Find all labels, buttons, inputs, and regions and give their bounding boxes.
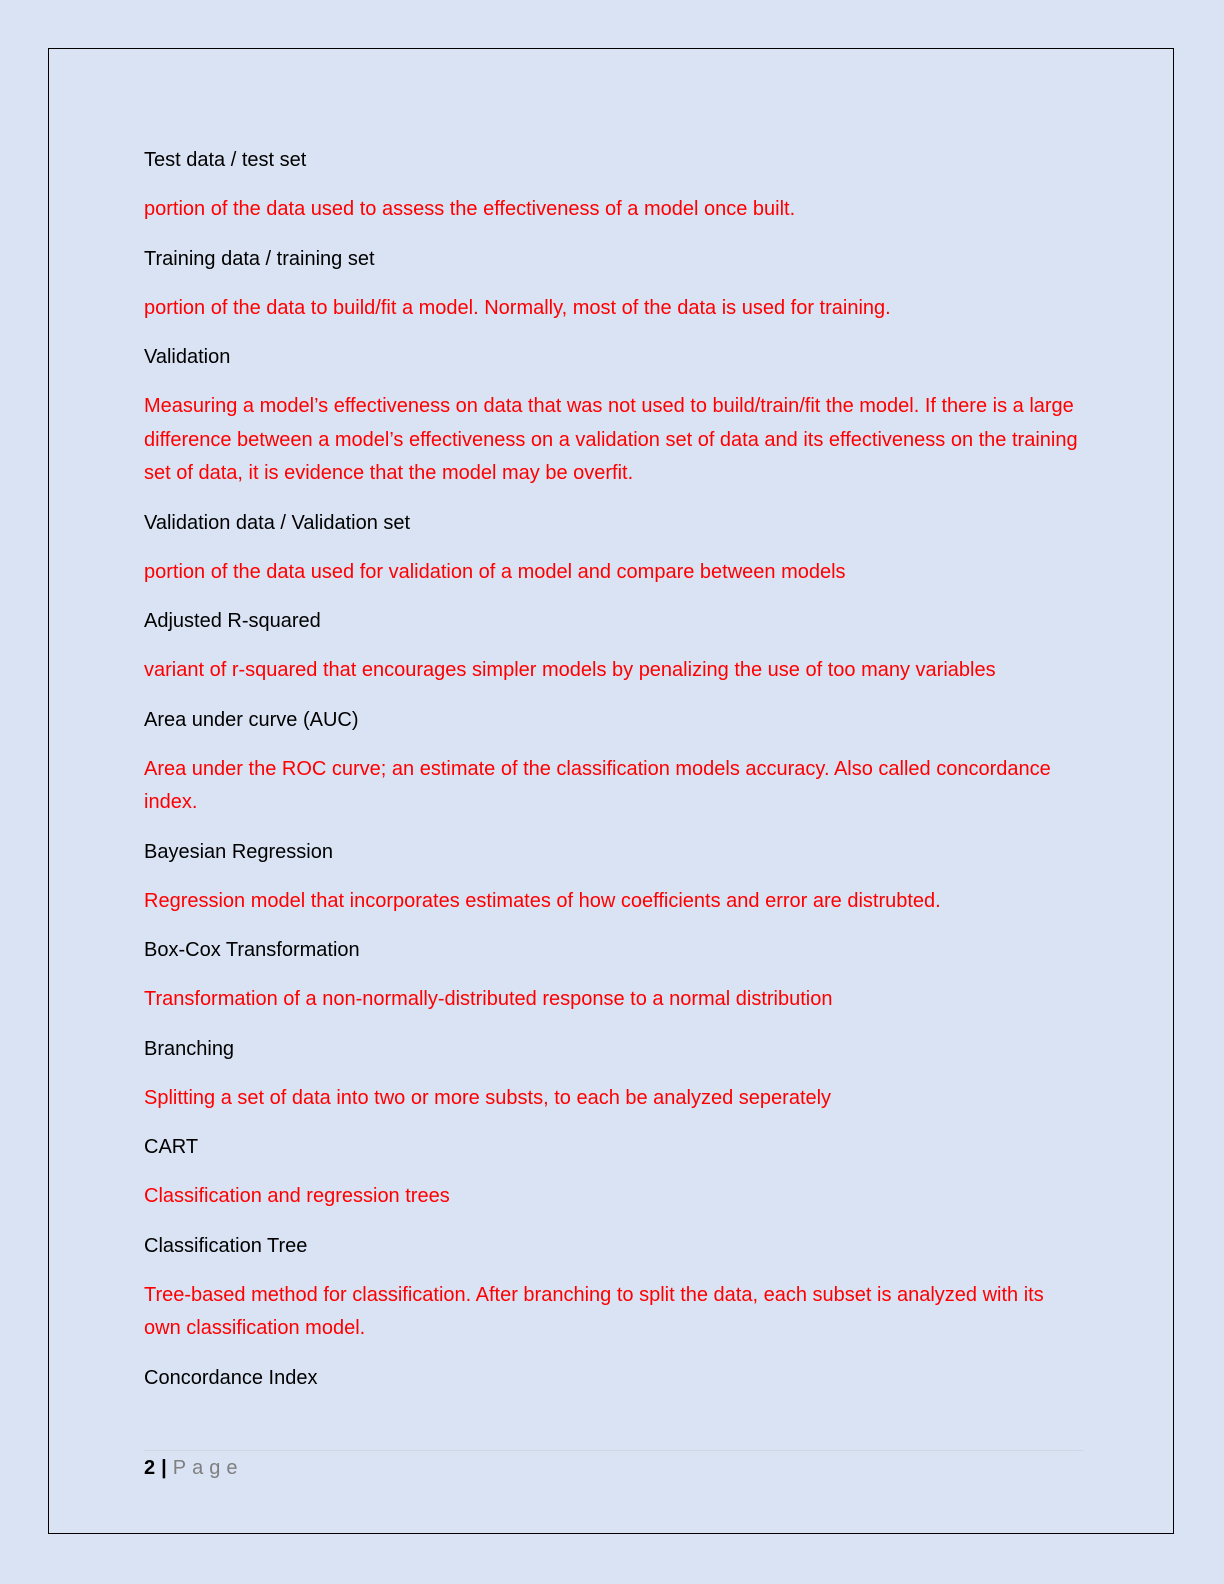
glossary-definition: variant of r-squared that encourages simpler models by penalizing the use of too many variables bbox=[144, 659, 996, 681]
footer-separator: | bbox=[161, 1457, 167, 1479]
glossary-term: Training data / training set bbox=[144, 247, 375, 270]
glossary-term: Concordance Index bbox=[144, 1366, 318, 1389]
glossary-term: Area under curve (AUC) bbox=[144, 708, 359, 731]
page-number: 2 bbox=[144, 1457, 156, 1479]
glossary-term: Validation bbox=[144, 346, 231, 368]
glossary-definition: Classification and regression trees bbox=[144, 1185, 450, 1207]
glossary-term: Validation data / Validation set bbox=[144, 511, 411, 534]
glossary-term: Classification Tree bbox=[144, 1234, 308, 1257]
glossary-definition: Regression model that incorporates estimates of how coefficients and error are distrubted. bbox=[144, 889, 941, 912]
glossary-definition: Measuring a model’s effectiveness on data that was not used to build/train/fit the model. If there is a large difference between a model’s effectiveness on a validation set of data and its effectiveness on the training set of data, it is evidence that the model may be overfit. bbox=[144, 395, 1078, 484]
glossary-content bbox=[144, 144, 1084, 1411]
glossary-definition: Transformation of a non-normally-distributed response to a normal distribution bbox=[144, 988, 833, 1010]
page-label: Page bbox=[172, 1457, 244, 1479]
glossary-term: Test data / test set bbox=[144, 149, 307, 171]
page-footer bbox=[144, 1454, 243, 1482]
glossary-term: CART bbox=[144, 1136, 199, 1158]
footer-divider bbox=[144, 1450, 1084, 1451]
glossary-definition: Splitting a set of data into two or more substs, to each be analyzed seperately bbox=[144, 1086, 832, 1109]
glossary-term: Box-Cox Transformation bbox=[144, 939, 360, 961]
glossary-definition: Area under the ROC curve; an estimate of the classification models accuracy. Also called concordance index. bbox=[144, 757, 1051, 813]
glossary-term: Branching bbox=[144, 1037, 235, 1060]
glossary-definition: portion of the data used to assess the effectiveness of a model once built. bbox=[144, 198, 796, 220]
glossary-definition: Tree-based method for classification. After branching to split the data, each subset is analyzed with its own classification model. bbox=[144, 1283, 1044, 1339]
glossary-term: Adjusted R-squared bbox=[144, 610, 321, 632]
glossary-term: Bayesian Regression bbox=[144, 840, 333, 863]
glossary-definition: portion of the data to build/fit a model. Normally, most of the data is used for training. bbox=[144, 296, 891, 319]
glossary-definition: portion of the data used for validation of a model and compare between models bbox=[144, 560, 846, 583]
